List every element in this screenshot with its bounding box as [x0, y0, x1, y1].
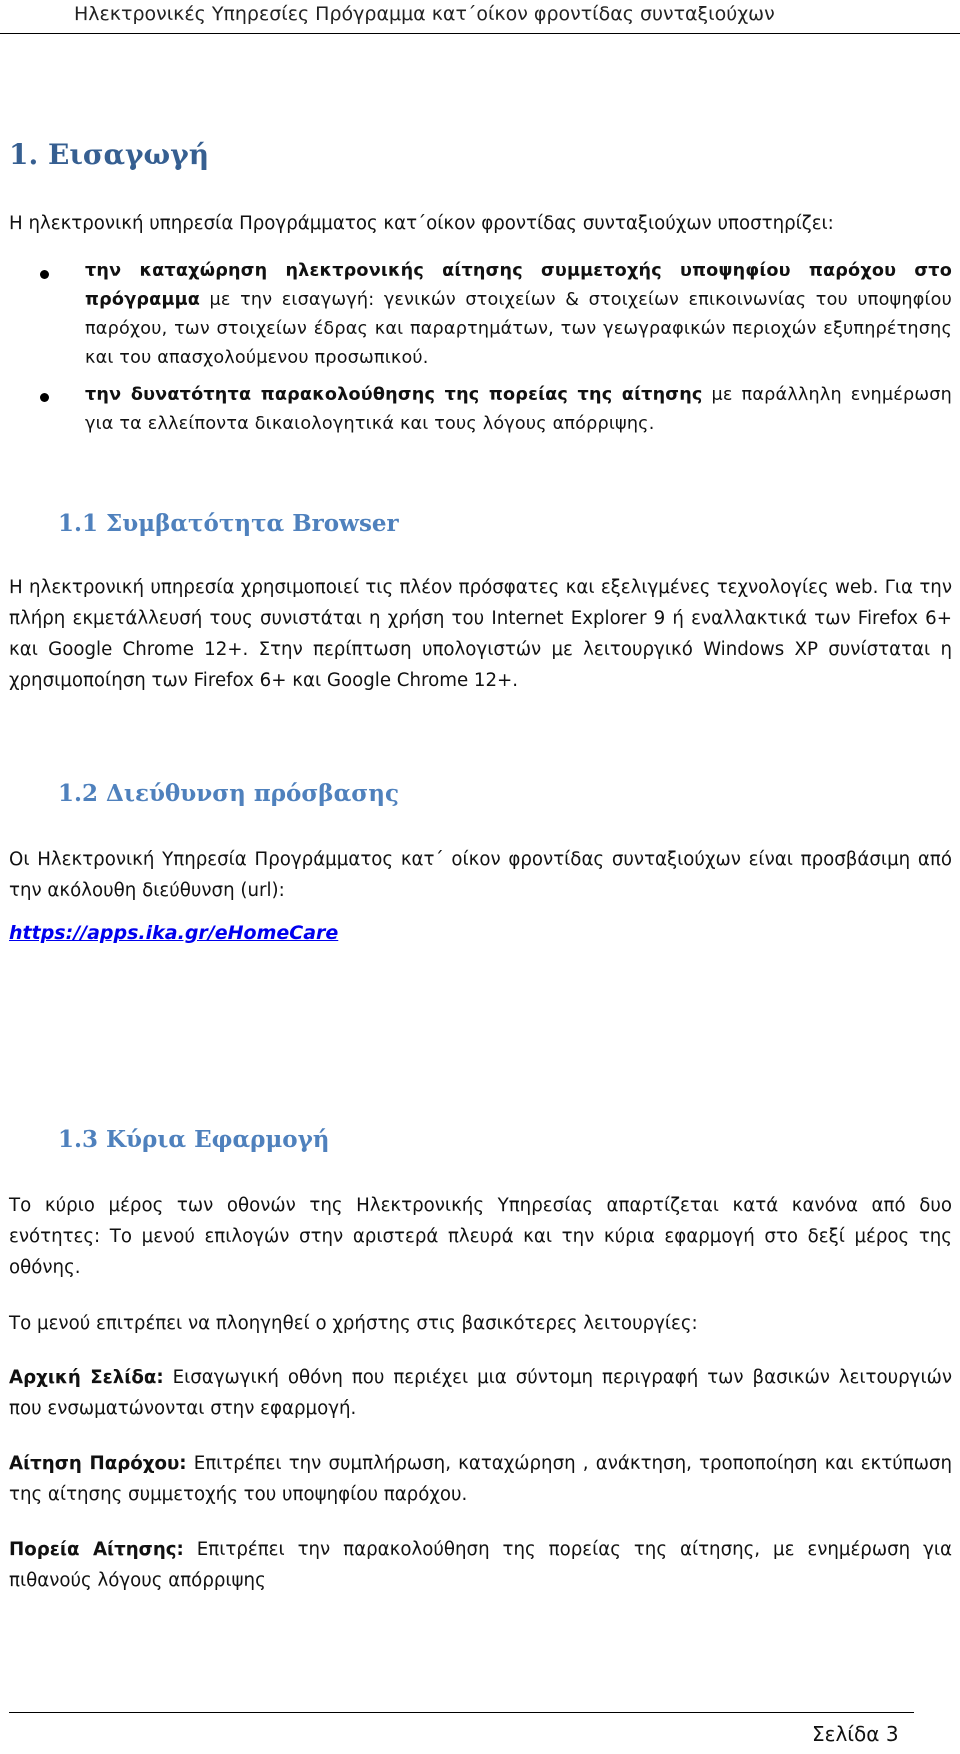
section-1-intro: Η ηλεκτρονική υπηρεσία Προγράμματος κατ΄οίκον φροντίδας συνταξιούχων υποστηρίζει: — [9, 213, 834, 234]
menu-item-text: Επιτρέπει την παρακολούθηση της πορείας της αίτησης, με ενημέρωση για πιθανούς λόγους απόρριψης — [9, 1539, 952, 1591]
menu-item-label: Αίτηση Παρόχου: — [9, 1453, 187, 1474]
bullet-bold-text: την δυνατότητα παρακολούθησης της πορείας της αίτησης — [85, 385, 703, 405]
menu-item-application-progress-description — [9, 1534, 952, 1596]
bullet-body-text: με παράλληλη ενημέρωση για τα ελλείποντα δικαιολογητικά και τους λόγους απόρριψης. — [85, 385, 952, 434]
section-1-1-paragraph: Η ηλεκτρονική υπηρεσία χρησιμοποιεί τις πλέον πρόσφατες και εξελιγμένες τεχνολογίες web. Για την πλήρη εκμετάλλευσή τους συνιστάται η χρήση του Internet Explorer 9 ή εναλλακτικά των Firefox 6+ και Google Chrome 12+. Στην περίπτωση υπολογιστών με λειτουργικό Windows XP συνίσταται η χρησιμοποίηση των Firefox 6+ και Google Chrome 12+. — [9, 577, 952, 691]
bullet-bold-text: την καταχώρηση ηλεκτρονικής αίτησης συμμετοχής υποψηφίου παρόχου στο πρόγραμμα — [85, 261, 952, 310]
menu-item-provider-application-description — [9, 1448, 952, 1510]
section-1-1-heading: 1.1 Συμβατότητα Browser — [58, 510, 399, 537]
menu-item-home-description — [9, 1362, 952, 1424]
section-1-3-heading: 1.3 Κύρια Εφαρμογή — [58, 1126, 330, 1153]
menu-item-text: Επιτρέπει την συμπλήρωση, καταχώρηση , ανάκτηση, τροποποίηση και εκτύπωση της αίτησης συμμετοχής του υποψηφίου παρόχου. — [9, 1453, 952, 1505]
bullet-icon — [40, 270, 49, 279]
menu-intro: Το μενού επιτρέπει να πλοηγηθεί ο χρήστης στις βασικότερες λειτουργίες: — [9, 1313, 698, 1334]
menu-item-label: Πορεία Αίτησης: — [9, 1539, 184, 1560]
section-1-heading: 1. Εισαγωγή — [9, 138, 210, 171]
bullet-icon — [40, 393, 49, 402]
page-header — [0, 0, 960, 34]
bullet-text — [85, 381, 952, 439]
bullet-text — [85, 257, 952, 373]
footer-divider — [9, 1712, 914, 1713]
menu-item-label: Αρχική Σελίδα: — [9, 1367, 164, 1388]
section-1-2-heading: 1.2 Διεύθυνση πρόσβασης — [58, 780, 399, 807]
section-1-2-paragraph: Οι Ηλεκτρονική Υπηρεσία Προγράμματος κατ΄ οίκον φροντίδας συνταξιούχων είναι προσβάσιμη από την ακόλουθη διεύθυνση (url): — [9, 849, 952, 901]
page-number: Σελίδα 3 — [812, 1722, 899, 1746]
menu-item-text: Εισαγωγική οθόνη που περιέχει μια σύντομη περιγραφή των βασικών λειτουργιών που ενσωματώνονται στην εφαρμογή. — [9, 1367, 952, 1419]
section-1-3-paragraph: Το κύριο μέρος των οθονών της Ηλεκτρονικής Υπηρεσίας απαρτίζεται κατά κανόνα από δυο ενότητες: Το μενού επιλογών στην αριστερά πλευρά και την κύρια εφαρμογή στο δεξί μέρος της οθόνης. — [9, 1195, 952, 1278]
bullet-body-text: με την εισαγωγή: γενικών στοιχείων & στοιχείων επικοινωνίας του υποψηφίου παρόχου, των στοιχείων έδρας και παραρτημάτων, των γεωγραφικών περιοχών εξυπηρέτησης και του απασχολούμενου προσωπικού. — [85, 290, 952, 368]
header-title: Ηλεκτρονικές Υπηρεσίες Πρόγραμμα κατ΄οίκον φροντίδας συνταξιούχων — [74, 3, 775, 25]
service-url-link[interactable]: https://apps.ika.gr/eHomeCare — [9, 922, 339, 944]
